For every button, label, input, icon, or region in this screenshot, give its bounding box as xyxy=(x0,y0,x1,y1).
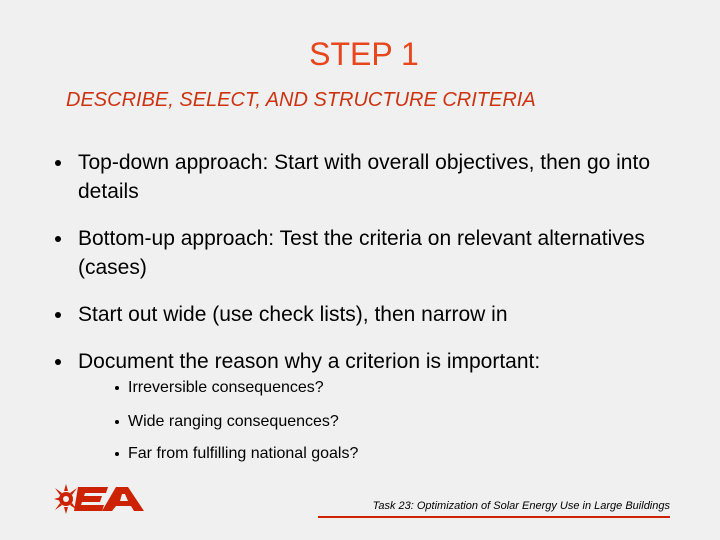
sub-bullet-text: Irreversible consequences? xyxy=(128,379,324,396)
bullet-text: Top-down approach: Start with overall objectives, then go into details xyxy=(78,151,650,203)
bullet-item xyxy=(52,347,682,376)
sub-bullet-item xyxy=(112,378,532,398)
bullet-item xyxy=(52,300,682,329)
sub-bullet-item xyxy=(112,444,532,464)
bullet-text: Bottom-up approach: Test the criteria on relevant alternatives (cases) xyxy=(78,227,645,279)
slide-subtitle: DESCRIBE, SELECT, AND STRUCTURE CRITERIA xyxy=(66,89,536,111)
sub-bullet xyxy=(112,412,532,432)
bullet-dot-icon xyxy=(55,312,61,318)
bullet-dot-icon xyxy=(55,236,61,242)
sub-bullet-dot-icon xyxy=(115,452,119,456)
footer-caption: Task 23: Optimization of Solar Energy Use in Large Buildings xyxy=(372,500,670,512)
sub-bullet xyxy=(112,444,532,464)
sub-bullet-text: Wide ranging consequences? xyxy=(128,413,339,430)
bullet-item xyxy=(52,224,682,282)
slide-title: STEP 1 xyxy=(309,36,419,72)
footer-underline xyxy=(318,516,670,518)
sub-bullet xyxy=(112,378,532,398)
bullet-text: Document the reason why a criterion is important: xyxy=(78,350,541,373)
sub-bullet-text: Far from fulfilling national goals? xyxy=(128,445,359,462)
sub-bullet-dot-icon xyxy=(115,386,119,390)
bullet-list xyxy=(52,148,682,376)
sub-bullet-dot-icon xyxy=(115,420,119,424)
sub-bullet-item xyxy=(112,412,532,432)
bullet-dot-icon xyxy=(55,359,61,365)
bullet-dot-icon xyxy=(55,160,61,166)
iea-logo-icon xyxy=(54,484,146,514)
bullet-item xyxy=(52,148,682,206)
bullet-text: Start out wide (use check lists), then narrow in xyxy=(78,303,508,326)
